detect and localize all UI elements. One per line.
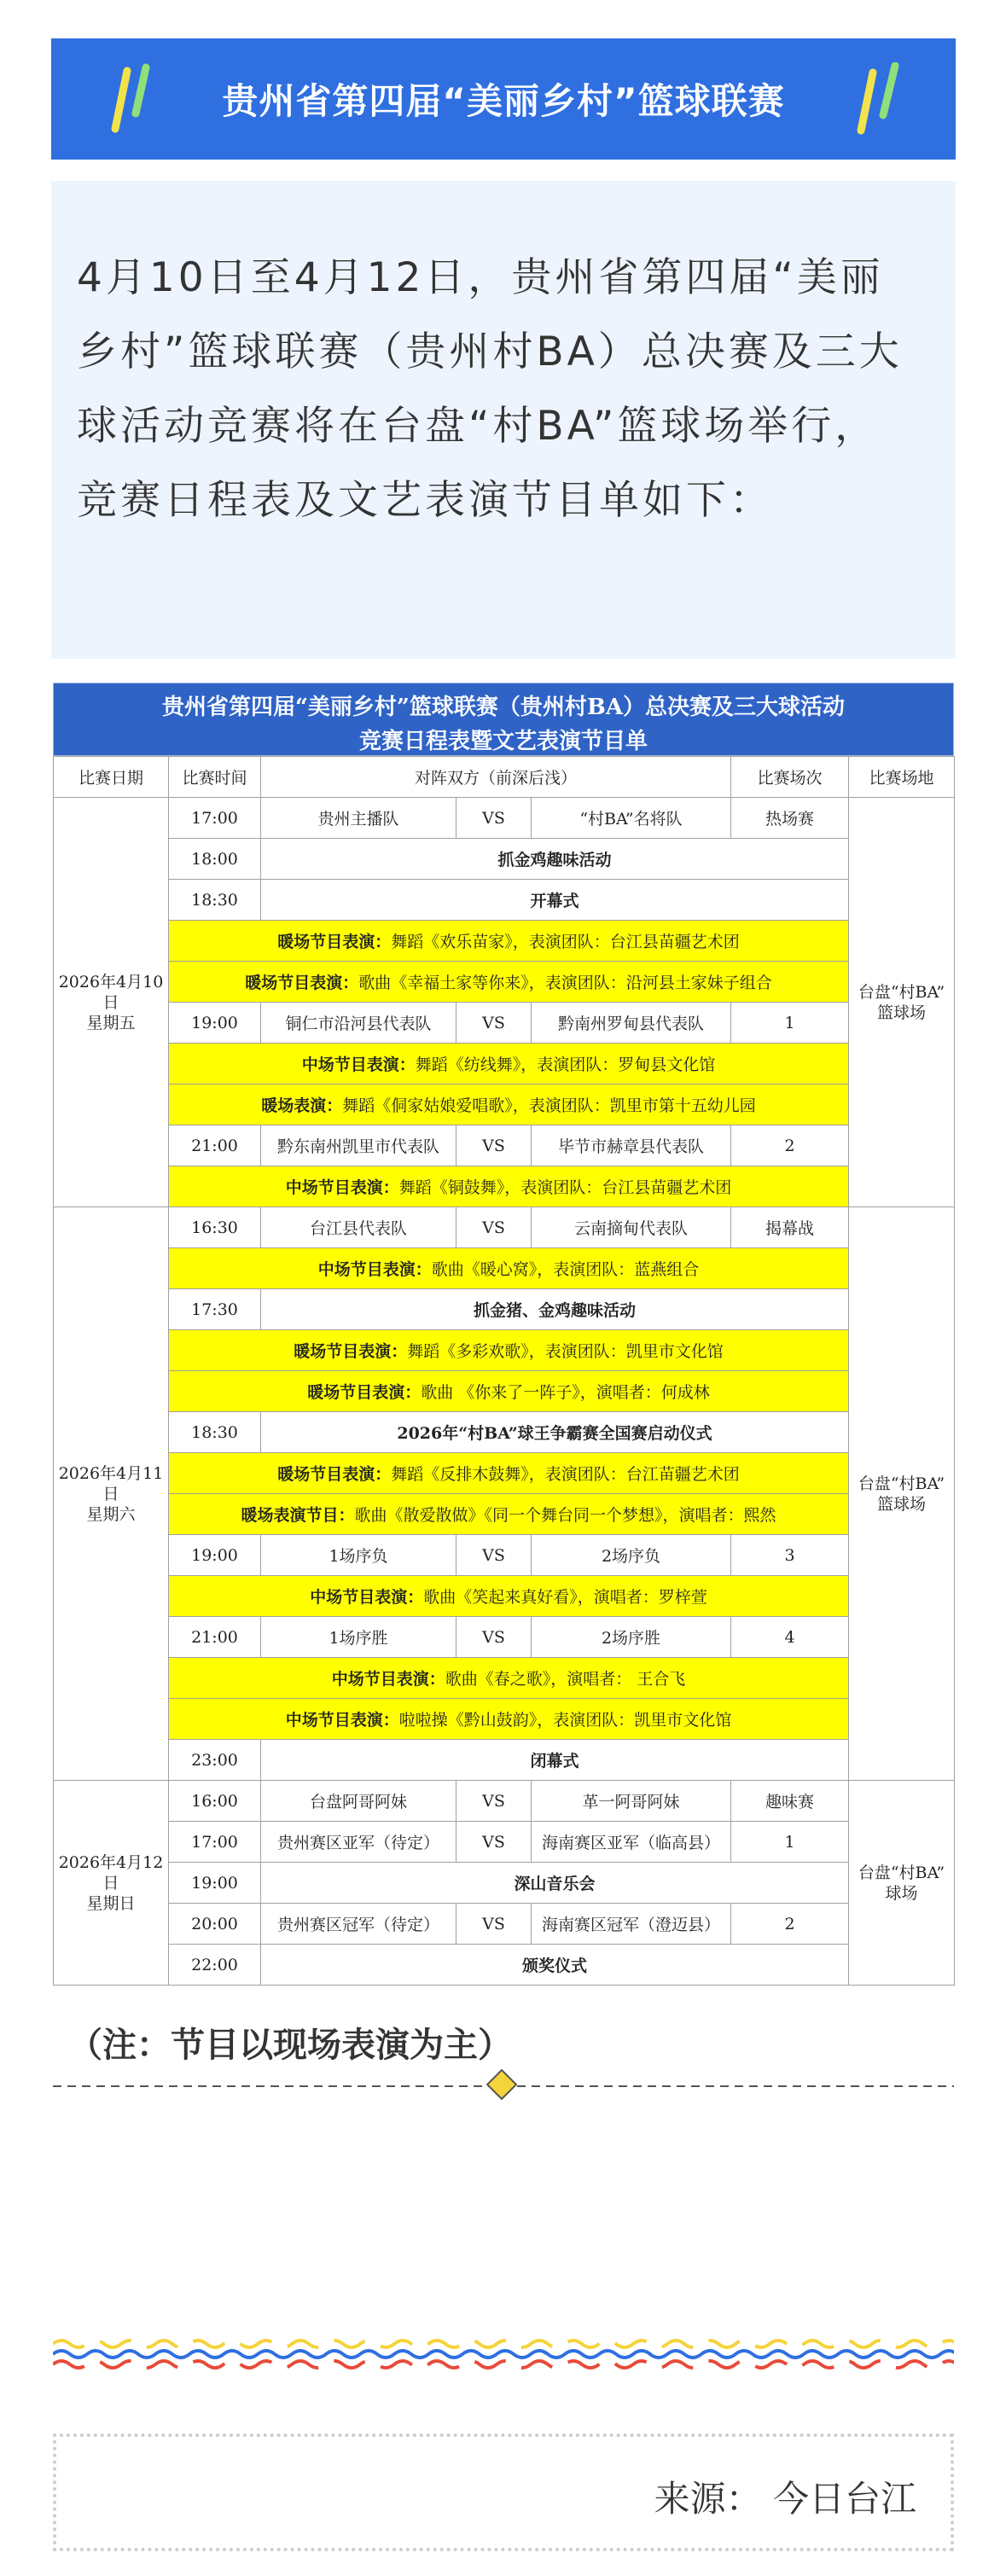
wave-line — [53, 2340, 954, 2347]
table-row — [54, 1781, 955, 1822]
performance-text: 舞蹈《反排木鼓舞》，表演团队：台江苗疆艺术团 — [391, 1465, 740, 1484]
performance-label: 暖场节目表演： — [277, 1465, 392, 1484]
table-row — [54, 1084, 955, 1125]
performance-cell — [169, 1576, 849, 1617]
table-row — [54, 880, 955, 921]
time-cell: 16:30 — [169, 1207, 261, 1248]
performance-text: 舞蹈《欢乐苗家》，表演团队：台江县苗疆艺术团 — [391, 933, 740, 951]
banner-title: 贵州省第四届“美丽乡村”篮球联赛 — [222, 80, 785, 122]
team-home-cell: 黔东南州凯里市代表队 — [261, 1125, 456, 1166]
performance-label: 暖场节目表演： — [277, 933, 392, 951]
venue-cell: 台盘“村BA” 篮球场 — [849, 1207, 955, 1781]
date-cell: 2026年4月12日 星期日 — [54, 1781, 169, 1986]
vs-cell: VS — [456, 1003, 532, 1044]
intro-box — [51, 181, 956, 659]
time-cell: 17:00 — [169, 798, 261, 839]
table-row — [54, 962, 955, 1003]
match-cell: 趣味赛 — [731, 1781, 849, 1822]
vs-cell: VS — [456, 798, 532, 839]
header-banner — [51, 38, 956, 160]
vs-cell: VS — [456, 1617, 532, 1658]
performance-text: 啦啦操《黔山鼓韵》，表演团队：凯里市文化馆 — [398, 1711, 732, 1730]
team-away-cell: 海南赛区冠军（澄迈县） — [532, 1904, 731, 1945]
table-row — [54, 798, 955, 839]
table-row — [54, 1003, 955, 1044]
source-text: 来源： 今日台江 — [654, 2478, 916, 2520]
team-away-cell: 海南赛区亚军（临高县） — [532, 1822, 731, 1863]
schedule-table — [53, 683, 954, 1986]
event-cell: 抓金鸡趣味活动 — [261, 839, 849, 880]
time-cell: 19:00 — [169, 1003, 261, 1044]
table-row — [54, 1658, 955, 1699]
date-cell: 2026年4月11日 星期六 — [54, 1207, 169, 1781]
event-cell: 闭幕式 — [261, 1740, 849, 1781]
table-row — [54, 1289, 955, 1330]
table-row — [54, 1617, 955, 1658]
time-cell: 17:30 — [169, 1289, 261, 1330]
team-home-cell: 1场序负 — [261, 1535, 456, 1576]
performance-label: 中场节目表演： — [285, 1711, 399, 1730]
match-cell: 3 — [731, 1535, 849, 1576]
time-cell: 22:00 — [169, 1945, 261, 1986]
schedule-title-line1: 贵州省第四届“美丽乡村”篮球联赛（贵州村BA）总决赛及三大球活动 — [161, 695, 846, 720]
schedule-title-line2: 竞赛日程表暨文艺表演节目单 — [358, 729, 648, 754]
column-header: 比赛日期 — [54, 757, 169, 798]
performance-cell — [169, 1699, 849, 1740]
team-away-cell: 2场序负 — [532, 1535, 731, 1576]
wave-line — [53, 2351, 954, 2358]
schedule-title — [53, 683, 954, 756]
team-home-cell: 台盘阿哥阿妹 — [261, 1781, 456, 1822]
divider-line — [53, 2069, 954, 2103]
performance-cell — [169, 1658, 849, 1699]
table-row — [54, 839, 955, 880]
performance-cell — [169, 1371, 849, 1412]
team-away-cell: 毕节市赫章县代表队 — [532, 1125, 731, 1166]
table-row — [54, 1248, 955, 1289]
performance-text: 舞蹈《纺线舞》，表演团队：罗甸县文化馆 — [415, 1055, 716, 1074]
venue-cell: 台盘“村BA” 篮球场 — [849, 798, 955, 1207]
performance-label: 中场节目表演： — [301, 1055, 416, 1074]
table-row — [54, 1494, 955, 1535]
performance-text: 歌曲《幸福土家等你来》，表演团队：沿河县土家妹子组合 — [358, 974, 772, 992]
table-row — [54, 1330, 955, 1371]
vs-cell: VS — [456, 1822, 532, 1863]
performance-cell — [169, 1494, 849, 1535]
table-row — [54, 1412, 955, 1453]
time-cell: 18:30 — [169, 880, 261, 921]
match-cell: 1 — [731, 1822, 849, 1863]
time-cell: 16:00 — [169, 1781, 261, 1822]
performance-label: 暖场节目表演： — [294, 1342, 408, 1361]
table-row — [54, 1576, 955, 1617]
decorative-slash-icon — [98, 62, 158, 136]
time-cell: 21:00 — [169, 1125, 261, 1166]
team-away-cell: 革一阿哥阿妹 — [532, 1781, 731, 1822]
table-row — [54, 1207, 955, 1248]
performance-label: 暖场节目表演： — [307, 1383, 422, 1402]
vs-cell: VS — [456, 1781, 532, 1822]
vs-cell: VS — [456, 1125, 532, 1166]
column-header: 比赛场次 — [731, 757, 849, 798]
table-row — [54, 1453, 955, 1494]
performance-cell — [169, 1330, 849, 1371]
performance-text: 舞蹈《侗家姑娘爱唱歌》，表演团队：凯里市第十五幼儿园 — [342, 1096, 756, 1115]
performance-text: 舞蹈《铜鼓舞》，表演团队：台江县苗疆艺术团 — [398, 1178, 732, 1197]
performance-label: 中场节目表演： — [317, 1260, 432, 1279]
venue-cell: 台盘“村BA” 球场 — [849, 1781, 955, 1986]
time-cell: 18:00 — [169, 839, 261, 880]
performance-cell — [169, 1084, 849, 1125]
team-away-cell: “村BA”名将队 — [532, 798, 731, 839]
team-home-cell: 1场序胜 — [261, 1617, 456, 1658]
event-cell: 2026年“村BA”球王争霸赛全国赛启动仪式 — [261, 1412, 849, 1453]
event-cell: 开幕式 — [261, 880, 849, 921]
vs-cell: VS — [456, 1535, 532, 1576]
table-row — [54, 921, 955, 962]
performance-label: 暖场表演节目： — [241, 1506, 355, 1525]
time-cell: 19:00 — [169, 1535, 261, 1576]
team-away-cell: 2场序胜 — [532, 1617, 731, 1658]
match-cell: 1 — [731, 1003, 849, 1044]
decorative-slash-icon — [849, 62, 909, 136]
time-cell: 19:00 — [169, 1863, 261, 1904]
performance-cell — [169, 921, 849, 962]
table-row — [54, 1945, 955, 1986]
time-cell: 23:00 — [169, 1740, 261, 1781]
time-cell: 21:00 — [169, 1617, 261, 1658]
column-header: 比赛时间 — [169, 757, 261, 798]
table-row — [54, 1863, 955, 1904]
match-cell: 揭幕战 — [731, 1207, 849, 1248]
vs-cell: VS — [456, 1207, 532, 1248]
table-header-row — [54, 757, 955, 798]
performance-cell — [169, 1248, 849, 1289]
team-away-cell: 云南摘甸代表队 — [532, 1207, 731, 1248]
vs-cell: VS — [456, 1904, 532, 1945]
table-row — [54, 1535, 955, 1576]
table-row — [54, 1904, 955, 1945]
performance-cell — [169, 1453, 849, 1494]
performance-text: 歌曲《暖心窝》，表演团队：蓝燕组合 — [431, 1260, 700, 1279]
table-row — [54, 1699, 955, 1740]
performance-label: 暖场节目表演： — [245, 974, 359, 992]
source-box — [53, 2434, 954, 2551]
performance-text: 歌曲《笑起来真好看》，演唱者：罗梓萱 — [423, 1588, 707, 1607]
performance-cell — [169, 962, 849, 1003]
team-home-cell: 铜仁市沿河县代表队 — [261, 1003, 456, 1044]
performance-text: 歌曲《春之歌》，演唱者： 王合飞 — [445, 1670, 686, 1689]
time-cell: 20:00 — [169, 1904, 261, 1945]
performance-cell — [169, 1166, 849, 1207]
performance-label: 中场节目表演： — [285, 1178, 399, 1197]
team-home-cell: 贵州赛区冠军（待定） — [261, 1904, 456, 1945]
table-row — [54, 1740, 955, 1781]
performance-text: 舞蹈《多彩欢歌》，表演团队：凯里市文化馆 — [407, 1342, 724, 1361]
event-cell: 深山音乐会 — [261, 1863, 849, 1904]
team-home-cell: 贵州主播队 — [261, 798, 456, 839]
performance-text: 歌曲 《你来了一阵子》，演唱者：何成林 — [421, 1383, 710, 1402]
table-row — [54, 1166, 955, 1207]
time-cell: 18:30 — [169, 1412, 261, 1453]
performance-label: 中场节目表演： — [331, 1670, 445, 1689]
match-cell: 4 — [731, 1617, 849, 1658]
performance-label: 中场节目表演： — [310, 1588, 424, 1607]
team-home-cell: 贵州赛区亚军（待定） — [261, 1822, 456, 1863]
team-away-cell: 黔南州罗甸县代表队 — [532, 1003, 731, 1044]
note-text: （注：节目以现场表演为主） — [68, 2026, 512, 2065]
date-cell: 2026年4月10日 星期五 — [54, 798, 169, 1207]
schedule-grid — [53, 756, 955, 1986]
event-cell: 抓金猪、金鸡趣味活动 — [261, 1289, 849, 1330]
column-header: 比赛场地 — [849, 757, 955, 798]
event-cell: 颁奖仪式 — [261, 1945, 849, 1986]
time-cell: 17:00 — [169, 1822, 261, 1863]
table-row — [54, 1371, 955, 1412]
wave-line — [53, 2361, 954, 2368]
column-header: 对阵双方（前深后浅） — [261, 757, 731, 798]
team-home-cell: 台江县代表队 — [261, 1207, 456, 1248]
decorative-waves — [53, 2334, 954, 2376]
performance-cell — [169, 1044, 849, 1084]
match-cell: 2 — [731, 1904, 849, 1945]
table-row — [54, 1822, 955, 1863]
match-cell: 热场赛 — [731, 798, 849, 839]
intro-text: 4月10日至4月12日，贵州省第四届“美丽乡村”篮球联赛（贵州村BA）总决赛及三大球活动竞赛将在台盘“村BA”篮球场举行，竞赛日程表及文艺表演节目单如下： — [77, 254, 903, 524]
table-row — [54, 1044, 955, 1084]
performance-label: 暖场表演： — [261, 1096, 343, 1115]
table-row — [54, 1125, 955, 1166]
performance-text: 歌曲《散爱散做》《同一个舞台同一个梦想》，演唱者：熙然 — [354, 1506, 776, 1525]
match-cell: 2 — [731, 1125, 849, 1166]
